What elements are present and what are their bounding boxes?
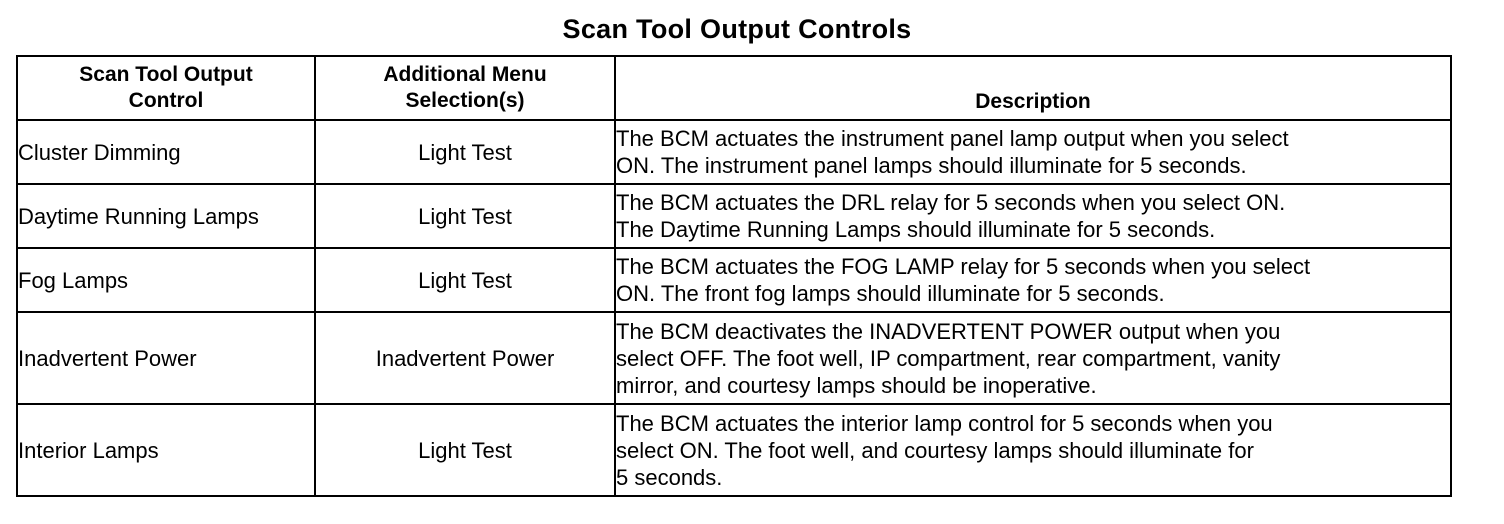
description-line: The BCM deactivates the INADVERTENT POWER output when you — [616, 318, 1281, 344]
cell-menu: Light Test — [315, 404, 615, 496]
table-row — [17, 312, 1451, 404]
cell-description — [615, 248, 1451, 312]
cell-description — [615, 120, 1451, 184]
description-line: The BCM actuates the interior lamp control for 5 seconds when you — [616, 410, 1273, 436]
description-line: ON. The instrument panel lamps should illuminate for 5 seconds. — [616, 153, 1247, 178]
table-row — [17, 248, 1451, 312]
cell-menu: Light Test — [315, 120, 615, 184]
description-line: select ON. The foot well, and courtesy lamps should illuminate for — [616, 437, 1254, 463]
cell-menu: Light Test — [315, 184, 615, 248]
page-title: Scan Tool Output Controls — [562, 14, 912, 44]
cell-control: Daytime Running Lamps — [17, 184, 315, 248]
header-control-line-1: Scan Tool Output — [79, 63, 253, 86]
description-line: The Daytime Running Lamps should illuminate for 5 seconds. — [616, 217, 1216, 242]
cell-description — [615, 184, 1451, 248]
description-line: The BCM actuates the FOG LAMP relay for 5 seconds when you select — [616, 254, 1311, 279]
header-cell-description — [615, 56, 1451, 120]
header-menu-line-2: Selection(s) — [405, 89, 525, 112]
header-control-line-2: Control — [128, 89, 204, 112]
header-menu-line-1: Additional Menu — [383, 63, 547, 86]
cell-description — [615, 312, 1451, 404]
table-row — [17, 404, 1451, 496]
cell-menu: Inadvertent Power — [315, 312, 615, 404]
description-line: The BCM actuates the DRL relay for 5 seconds when you select ON. — [616, 190, 1286, 215]
cell-menu: Light Test — [315, 248, 615, 312]
table-header-row — [17, 56, 1451, 120]
table-row — [17, 184, 1451, 248]
cell-control: Interior Lamps — [17, 404, 315, 496]
cell-control: Inadvertent Power — [17, 312, 315, 404]
description-line: mirror, and courtesy lamps should be inoperative. — [616, 372, 1097, 398]
cell-control: Fog Lamps — [17, 248, 315, 312]
description-line: select OFF. The foot well, IP compartment, rear compartment, vanity — [616, 345, 1281, 371]
description-line: 5 seconds. — [616, 464, 723, 490]
output-controls-table — [16, 55, 1452, 497]
table-row — [17, 120, 1451, 184]
header-cell-menu — [315, 56, 615, 120]
cell-description — [615, 404, 1451, 496]
cell-control: Cluster Dimming — [17, 120, 315, 184]
description-line: The BCM actuates the instrument panel lamp output when you select — [616, 126, 1289, 151]
header-description-label: Description — [975, 90, 1091, 113]
description-line: ON. The front fog lamps should illuminate for 5 seconds. — [616, 281, 1165, 306]
header-cell-control — [17, 56, 315, 120]
